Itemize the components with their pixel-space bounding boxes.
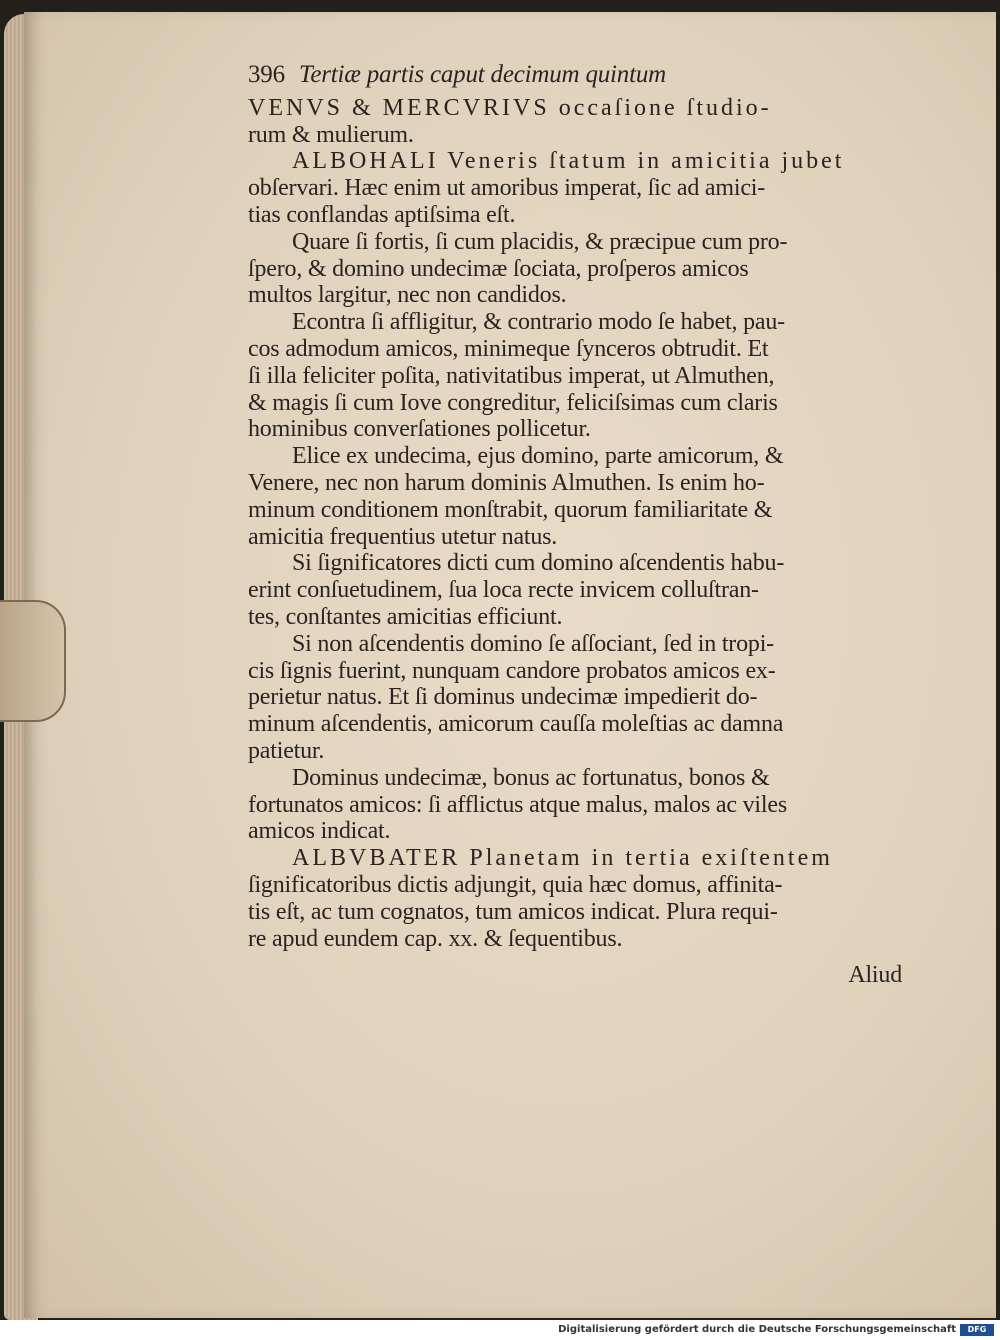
text-line: ſpero, & domino undecimæ ſociata, proſperos amicos — [248, 255, 749, 282]
text-line: VENVS & MERCVRIVS occaſione ſtudio- — [248, 94, 772, 121]
text-line: Venere, nec non harum dominis Almuthen. Is enim ho- — [248, 469, 765, 496]
text-line: Dominus undecimæ, bonus ac fortunatus, bonos & — [292, 764, 770, 791]
text-line: amicitia frequentius utetur natus. — [248, 523, 558, 550]
catchword: Aliud — [848, 962, 902, 989]
text-line: Quare ſi fortis, ſi cum placidis, & præcipue cum pro- — [292, 228, 788, 255]
text-line: cis ſignis fuerint, nunquam candore probatos amicos ex- — [248, 657, 776, 684]
body-lines — [248, 95, 908, 953]
text-line: tis eſt, ac tum cognatos, tum amicos indicat. Plura requi- — [248, 898, 778, 925]
text-line: obſervari. Hæc enim ut amoribus imperat, ſic ad amici- — [248, 175, 766, 202]
text-line: multos largitur, nec non candidos. — [248, 282, 567, 309]
text-line: Si ſignificatores dicti cum domino aſcendentis habu- — [292, 550, 785, 577]
text-line: perietur natus. Et ſi dominus undecimæ impedierit do- — [248, 684, 758, 711]
book-clasp — [0, 600, 66, 722]
text-line: cos admodum amicos, minimeque ſynceros obtrudit. Et — [248, 335, 769, 362]
running-head-title: Tertiæ partis caput decimum quintum — [298, 61, 666, 88]
text-line: ſignificatoribus dictis adjungit, quia hæc domus, affinita- — [248, 871, 783, 898]
footer — [0, 1320, 1000, 1340]
text-line: & magis ſi cum Iove congreditur, feliciſsimas cum claris — [248, 389, 778, 416]
running-head — [248, 62, 908, 89]
text-line: hominibus converſationes pollicetur. — [248, 416, 591, 443]
text-line: Si non aſcendentis domino ſe aſſociant, ſed in tropi- — [292, 630, 774, 657]
text-line: re apud eundem cap. xx. & ſequentibus. — [248, 925, 623, 952]
text-line: Econtra ſi affligitur, & contrario modo ſe habet, pau- — [292, 309, 785, 336]
text-line: patietur. — [248, 737, 325, 764]
text-line: tes, conſtantes amicitias efficiunt. — [248, 603, 563, 630]
text-line: minum conditionem monſtrabit, quorum familiaritate & — [248, 496, 773, 523]
text-line: rum & mulierum. — [248, 121, 414, 148]
text-line: minum aſcendentis, amicorum cauſſa moleſtias ac damna — [248, 711, 784, 738]
text-line: tias conflandas aptiſsima eſt. — [248, 201, 516, 228]
page-number: 396 — [248, 61, 285, 88]
digitization-credit: Digitalisierung gefördert durch die Deutsche Forschungsgemeinschaft — [558, 1324, 956, 1335]
text-line: ſi illa feliciter poſita, nativitatibus imperat, ut Almuthen, — [248, 362, 775, 389]
page-text — [248, 62, 908, 989]
text-line: fortunatos amicos: ſi afflictus atque malus, malos ac viles — [248, 791, 787, 818]
dfg-logo: DFG — [960, 1324, 994, 1336]
text-line: amicos indicat. — [248, 818, 391, 845]
text-line: erint conſuetudinem, ſua loca recte invicem colluſtran- — [248, 577, 759, 604]
text-line: ALBOHALI Veneris ſtatum in amicitia jubet — [292, 148, 845, 175]
text-line: Elice ex undecima, ejus domino, parte amicorum, & — [292, 443, 784, 470]
text-line: ALBVBATER Planetam in tertia exiſtentem — [292, 845, 833, 872]
